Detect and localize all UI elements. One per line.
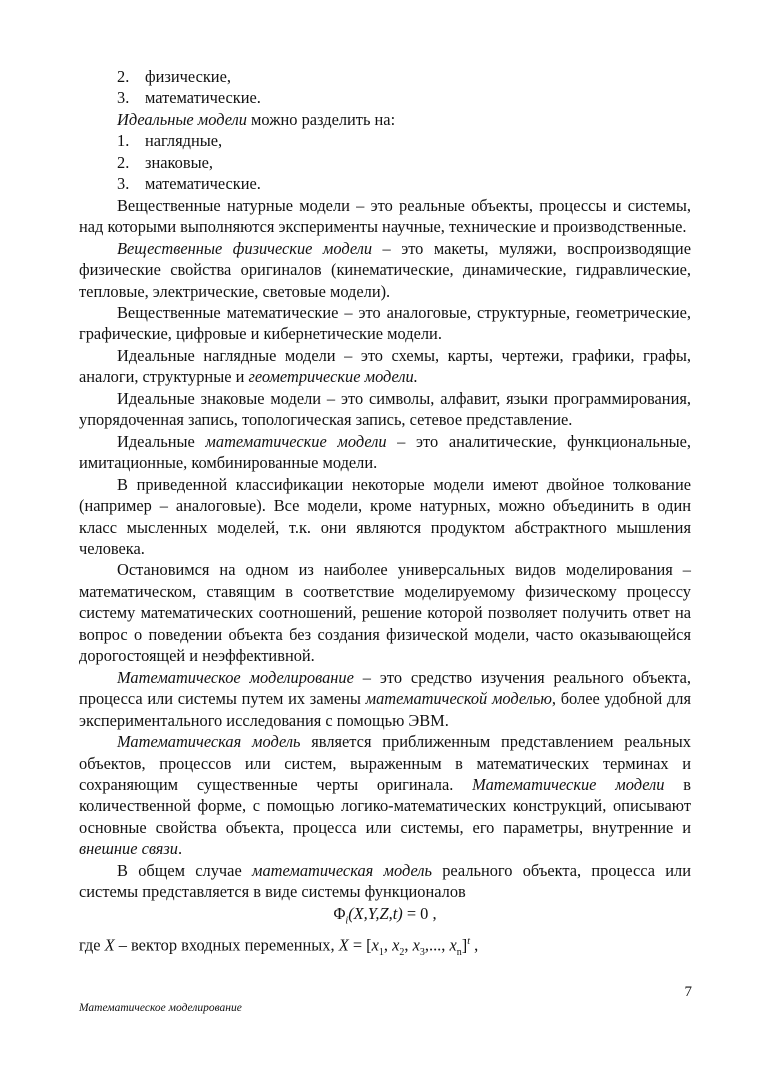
list-text: знаковые,	[145, 152, 213, 172]
math-op: ,	[383, 935, 393, 955]
emphasis: математические модели	[205, 431, 387, 451]
text: – это средство изучения реального объекта, процесса или системы путем их замены	[79, 667, 691, 709]
text: В общем случае	[117, 860, 252, 880]
emphasis: внешние связи	[79, 839, 178, 859]
paragraph: Вещественные натурные модели – это реальные объекты, процессы и системы, над которыми выполняются эксперименты научные, технические и производственные.	[79, 195, 691, 237]
emphasis: Математические модели	[472, 774, 665, 794]
math-op: ,	[404, 935, 413, 955]
emphasis: Идеальные модели	[117, 109, 247, 129]
emphasis: математической моделью	[365, 689, 552, 709]
text: Идеальные	[117, 431, 206, 451]
math-op: ]	[461, 935, 468, 955]
text: ,	[470, 935, 479, 955]
list-text: математические.	[145, 88, 261, 108]
page-number: 7	[684, 984, 692, 1000]
list-item	[79, 152, 691, 173]
paragraph	[79, 731, 691, 860]
text: где	[79, 935, 105, 955]
paragraph-ideal-intro	[79, 109, 691, 130]
math-sub: 3	[419, 947, 425, 959]
formula-args: (X,Y,Z,t)	[348, 903, 403, 923]
list-number: 3.	[117, 174, 130, 194]
paragraph	[79, 431, 691, 474]
list-number: 2.	[117, 67, 130, 86]
text: можно разделить на:	[246, 109, 396, 129]
text: в количественной форме, с помощью логико-математических конструкций, описывают основные свойства объекта, процесса или системы, его параметры, внутренние и	[79, 774, 691, 837]
math-var: x	[392, 935, 400, 955]
paragraph: В приведенной классификации некоторые модели имеют двойное толкование (например – аналоговые). Все модели, кроме натурных, можно объединить в один класс мысленных моделей, т.к. они являются продуктом абстрактного мышления человека.	[79, 474, 691, 558]
math-var: x	[412, 935, 420, 955]
emphasis: Математическое моделирование	[117, 667, 354, 687]
text: – это макеты, муляжи, воспроизводящие физические свойства оригиналов (кинематические, динамические, гидравлические, тепловые, электрические, световые модели).	[79, 238, 691, 301]
text: .	[177, 839, 183, 859]
text: – вектор входных переменных,	[114, 935, 339, 955]
math-sub: 2	[399, 947, 405, 959]
formula	[79, 903, 691, 932]
list-item	[79, 130, 691, 151]
paragraph-where	[79, 931, 691, 963]
formula-rhs: = 0 ,	[402, 903, 437, 923]
math-var: X	[338, 935, 349, 955]
paragraph	[79, 860, 691, 903]
math-op: ,...,	[424, 935, 450, 955]
text: , более удобной для экспериментального исследования с помощью ЭВМ.	[79, 689, 691, 730]
page-content	[79, 66, 691, 964]
math-var: x	[449, 935, 457, 955]
text: является приближенным представлением реальных объектов, процессов или систем, выраженным в математических терминах и сохраняющим существенные черты оригинала.	[79, 732, 691, 794]
emphasis: геометрические модели.	[248, 367, 418, 387]
paragraph	[79, 345, 691, 388]
list-number: 2.	[117, 152, 130, 172]
formula-symbol: Φ	[333, 903, 346, 923]
paragraph	[79, 667, 691, 731]
emphasis: математическая модель	[252, 860, 432, 880]
paragraph: Идеальные знаковые модели – это символы, алфавит, языки программирования, упорядоченная запись, топологическая запись, сетевое представление.	[79, 388, 691, 430]
paragraph: Вещественные математические – это аналоговые, структурные, геометрические, графические, цифровые и кибернетические модели.	[79, 302, 691, 344]
emphasis: Вещественные физические модели	[117, 238, 373, 258]
emphasis: Математическая модель	[117, 732, 301, 752]
math-var: x	[371, 935, 379, 955]
paragraph: Остановимся на одном из наиболее универсальных видов моделирования – математическом, ставящим в соответствие моделируемому физическому процессу систему математических соотношений, решение которой позволяет получить ответ на вопрос о поведении объекта без создания физической модели, часто оказывающейся дорогостоящей и неэффективной.	[79, 560, 691, 666]
formula-subscript: i	[345, 914, 349, 926]
list-text: наглядные,	[145, 131, 223, 151]
list-item	[79, 173, 691, 194]
text: – это аналитические, функциональные, имитационные, комбинированные модели.	[79, 431, 691, 473]
list-number: 1.	[117, 131, 130, 151]
text: Идеальные наглядные модели – это схемы, карты, чертежи, графики, графы, аналоги, структурные и	[79, 345, 691, 387]
list-text: математические.	[145, 174, 261, 194]
math-sub: 1	[378, 947, 384, 959]
paragraph	[79, 238, 691, 302]
math-sub: n	[456, 947, 462, 959]
list-text: физические,	[145, 67, 231, 86]
math-sup: t	[467, 936, 470, 948]
list-item	[79, 87, 691, 108]
math-op: = [	[348, 935, 372, 955]
list-number: 3.	[117, 88, 130, 108]
math-var: X	[104, 935, 115, 955]
list-item	[79, 66, 691, 87]
page-footer: Математическое моделирование	[79, 1002, 242, 1014]
text: реального объекта, процесса или системы представляется в виде системы функционалов	[79, 860, 691, 902]
